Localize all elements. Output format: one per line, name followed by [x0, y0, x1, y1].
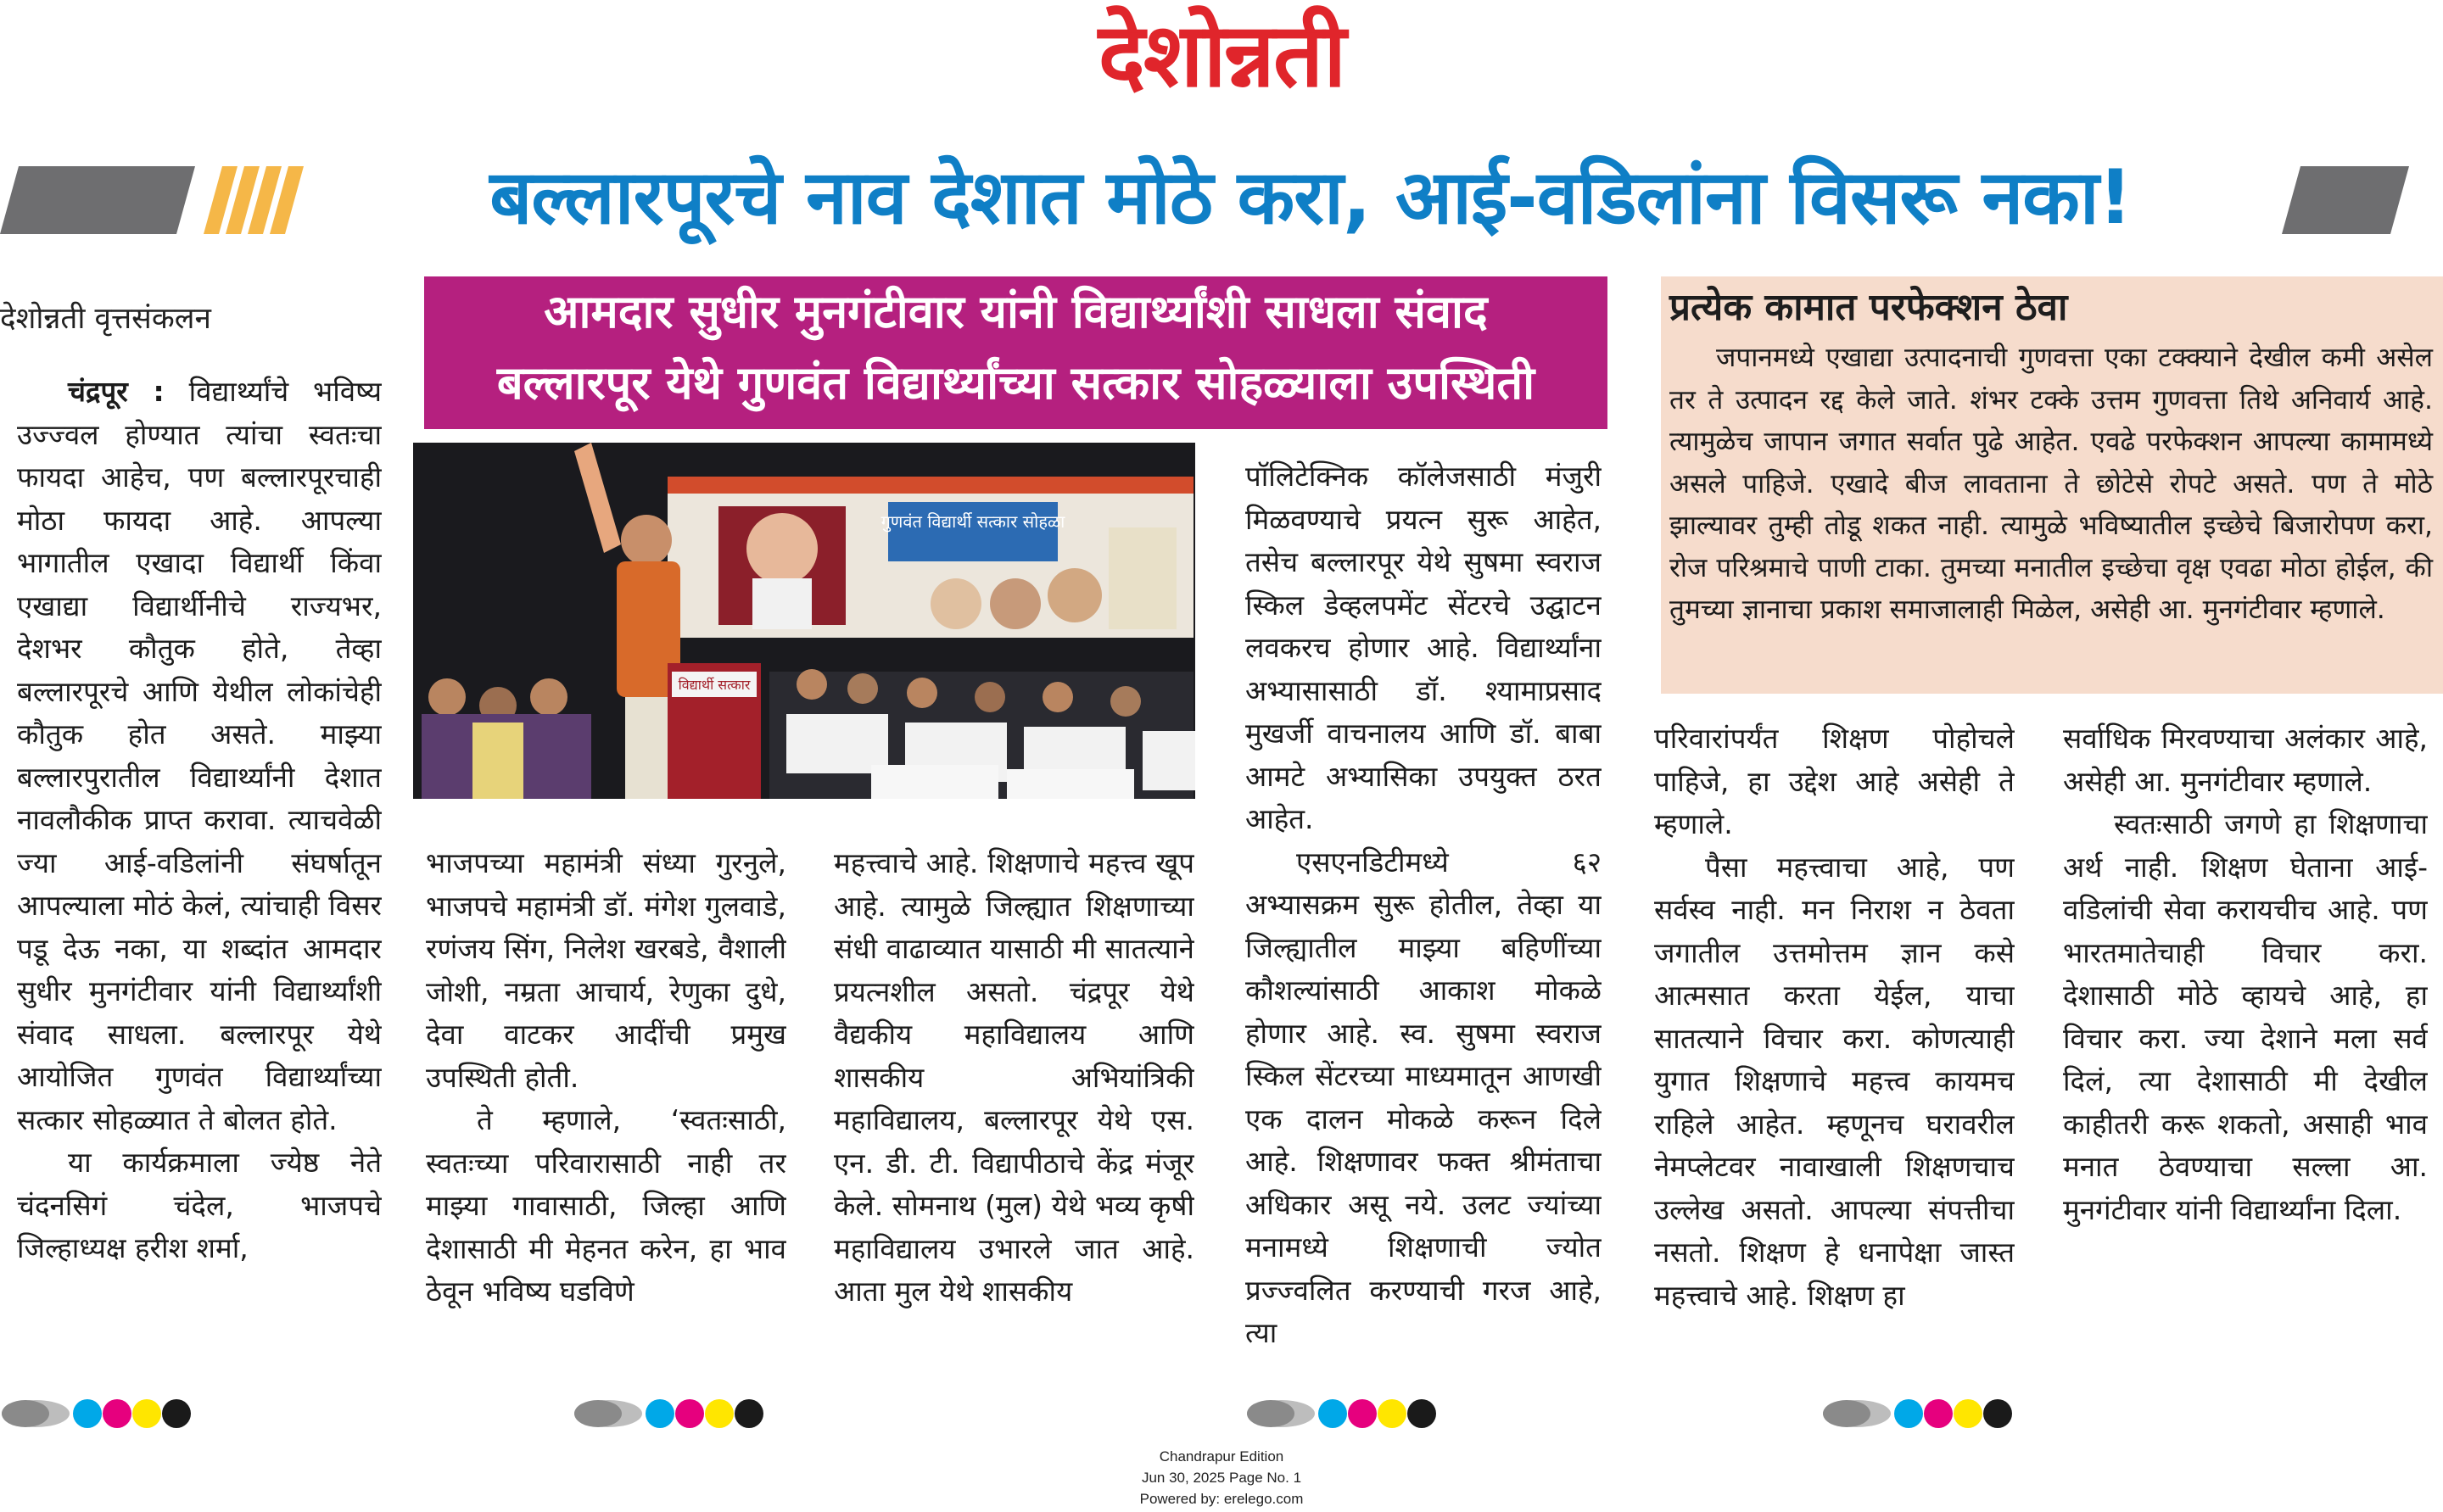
- article-column-4: [1245, 455, 1602, 1368]
- sidebar-title: प्रत्येक कामात परफेक्शन ठेवा: [1669, 286, 2068, 329]
- subheadline-box: [424, 276, 1607, 429]
- footer-powered-by: Powered by: erelego.com: [1139, 1491, 1304, 1507]
- footer-edition: Chandrapur Edition: [1159, 1448, 1284, 1465]
- masthead-logo: देशोन्नती: [1098, 3, 1345, 107]
- sidebar-body: [1669, 338, 2433, 632]
- subheadline-line-2: बल्लारपूर येथे गुणवंत विद्यार्थ्यांच्या सत्कार सोहळ्याला उपस्थिती: [496, 356, 1535, 410]
- photo-banner-text: गुणवंत विद्यार्थी सत्कार सोहळा: [880, 511, 1065, 532]
- subheadline-line-1: आमदार सुधीर मुनगंटीवार यांनी विद्यार्थ्यांशी साधला संवाद: [544, 285, 1488, 338]
- article-column-3: [834, 842, 1194, 1368]
- col2-paragraph-1: भाजपच्या महामंत्री संध्या गुरनुले, भाजपचे महामंत्री डॉ. मंगेश गुलवाडे, रणंजय सिंग, निलेश खरबडे, वैशाली जोशी, नम्रता आचार्य, रेणुका दुधे, देवा वाटकर आदींची प्रमुख उपस्थिती होती.: [426, 846, 786, 1094]
- col6-paragraph-1: सर्वाधिक मिरवण्याचा अलंकार आहे, असेही आ. मुनगंटीवार म्हणाले.: [2063, 722, 2428, 798]
- col5-paragraph-2: पैसा महत्त्वाचा आहे, पण सर्वस्व नाही. मन निराश न ठेवता जगातील उत्तमोत्तम ज्ञान कसे आत्मसात करता येईल, याचा सातत्याने विचार करा. कोणत्याही युगात शिक्षणाचे महत्त्व कायमच राहिले आहेत. म्हणूनच घरावरील नेमप्लेटवर नावाखाली शिक्षणचाच उल्लेख असतो. आपल्या संपत्तीचा नसतो. शिक्षण हे धनापेक्षा जास्त महत्त्वाचे आहे. शिक्षण हा: [1654, 850, 2015, 1312]
- col6-paragraph-2: स्वतःसाठी जगणे हा शिक्षणाचा अर्थ नाही. शिक्षण घेताना आई-वडिलांची सेवा करायचीच आहे. पण भारतमातेचाही विचार करा. देशासाठी मोठे व्हायचे आहे, हा विचार करा. ज्या देशाने मला सर्व दिलं, त्या देशासाठी मी देखील काहीतरी करू शकतो, असाही भाव मनात ठेवण्याचा सल्ला आ. मुनगंटीवार यांनी विद्यार्थ्यांना दिला.: [2063, 807, 2428, 1226]
- decorative-stripe-right: [2282, 166, 2443, 234]
- registration-marks-3: [1245, 1397, 1449, 1431]
- edition-footer: [933, 1446, 1510, 1509]
- byline: देशोन्नती वृत्तसंकलन: [0, 302, 211, 336]
- col2-paragraph-2: ते म्हणाले, ‘स्वतःसाठी, स्वतःच्या परिवारासाठी नाही तर माझ्या गावासाठी, जिल्हा आणि देशासाठी मी मेहनत करेन, हा भाव ठेवून भविष्य घडविणे: [426, 1103, 786, 1308]
- col4-paragraph-1: पॉलिटेक्निक कॉलेजसाठी मंजुरी मिळवण्याचे प्रयत्न सुरू आहेत, तसेच बल्लारपूर येथे सुषमा स्वराज स्किल डेव्हलपमेंट सेंटरचे उद्घाटन लवकरच होणार आहे. विद्यार्थ्यांना अभ्यासासाठी डॉ. श्यामाप्रसाद मुखर्जी वाचनालय आणि डॉ. बाबा आमटे अभ्यासिका उपयुक्त ठरत आहेत.: [1245, 460, 1602, 835]
- podium-text: विद्यार्थी सत्कार: [678, 677, 751, 693]
- registration-marks-4: [1821, 1397, 2025, 1431]
- footer-date-page: Jun 30, 2025 Page No. 1: [1141, 1470, 1302, 1486]
- dateline: चंद्रपूर :: [68, 375, 165, 408]
- col1-paragraph-2: या कार्यक्रमाला ज्येष्ठ नेते चंदनसिगं चंदेल, भाजपचे जिल्हाध्यक्ष हरीश शर्मा,: [17, 1146, 382, 1264]
- registration-marks-1: [0, 1397, 204, 1431]
- sidebar-body-text: जपानमध्ये एखाद्या उत्पादनाची गुणवत्ता एका टक्क्याने देखील कमी असेल तर ते उत्पादन रद्द केले जाते. शंभर टक्के उत्तम गुणवत्ता तिथे अनिवार्य आहे. त्यामुळेच जापान जगात सर्वात पुढे आहेत. एवढे परफेक्शन आपल्या कामामध्ये असले पाहिजे. एखादे बीज लावताना ते छोटेसे रोपटे असते. पण ते मोठे झाल्यावर तुम्ही तोडू शकत नाही. त्यामुळे भविष्यातील इच्छेचे बिजारोपण करा, रोज परिश्रमाचे पाणी टाका. तुमच्या मनातील इच्छेचा वृक्ष एवढा मोठा होईल, की तुमच्या ज्ञानाचा प्रकाश समाजालाही मिळेल, असेही आ. मुनगंटीवार म्हणाले.: [1669, 343, 2433, 625]
- event-photo: [413, 443, 1195, 799]
- main-headline: बल्लारपूरचे नाव देशात मोठे करा, आई-वडिलांना विसरू नका!: [489, 153, 2132, 241]
- sidebar-box: [1661, 276, 2443, 694]
- col1-paragraph-1: विद्यार्थ्यांचे भविष्य उज्ज्वल होण्यात त्यांचा स्वतःचा फायदा आहेच, पण बल्लारपूरचाही मोठा फायदा आहे. आपल्या भागातील एखादा विद्यार्थी किंवा एखाद्या विद्यार्थीनीचे राज्यभर, देशभर कौतुक होते, तेव्हा बल्लारपूरचे आणि येथील लोकांचेही कौतुक होत असते. माझ्या बल्लारपुरातील विद्यार्थ्यांनी देशात नावलौकीक प्राप्त करावा. त्याचवेळी ज्या आई-वडिलांनी संघर्षातून आपल्याला मोठं केलं, त्यांचाही विसर पडू देऊ नका, या शब्दांत आमदार सुधीर मुनगंटीवार यांनी विद्यार्थ्यांशी संवाद साधला. बल्लारपूर येथे आयोजित गुणवंत विद्यार्थ्यांच्या सत्कार सोहळ्यात ते बोलत होते.: [17, 375, 382, 1136]
- article-column-5: [1654, 717, 2015, 1368]
- registration-marks-2: [573, 1397, 776, 1431]
- col4-paragraph-2: एसएनडिटीमध्ये ६२ अभ्यासक्रम सुरू होतील, तेव्हा या जिल्ह्यातील माझ्या बहिणींच्या कौशल्यांसाठी आकाश मोकळे होणार आहे. स्व. सुषमा स्वराज स्किल सेंटरच्या माध्यमातून आणखी एक दालन मोकळे करून दिले आहे. शिक्षणावर फक्त श्रीमंताचा अधिकार असू नये. उलट ज्यांच्या मनामध्ये शिक्षणाची ज्योत प्रज्ज्वलित करण्याची गरज आहे, त्या: [1245, 845, 1602, 1349]
- article-column-2: [426, 842, 786, 1368]
- decorative-stripes-left: [0, 166, 310, 234]
- article-column-6: [2063, 717, 2428, 1368]
- col5-paragraph-1: परिवारांपर्यंत शिक्षण पोहोचले पाहिजे, हा उद्देश आहे असेही ते म्हणाले.: [1654, 722, 2015, 840]
- col3-paragraph-1: महत्त्वाचे आहे. शिक्षणाचे महत्त्व खूप आहे. त्यामुळे जिल्ह्यात शिक्षणाच्या संधी वाढाव्यात यासाठी मी सातत्याने प्रयत्नशील असतो. चंद्रपूर येथे वैद्यकीय महाविद्यालय आणि शासकीय अभियांत्रिकी महाविद्यालय, बल्लारपूर येथे एस. एन. डी. टी. विद्यापीठाचे केंद्र मंजूर केले. सोमनाथ (मुल) येथे भव्य कृषी महाविद्यालय उभारले जात आहे. आता मुल येथे शासकीय: [834, 846, 1194, 1308]
- article-column-1: [17, 371, 382, 1367]
